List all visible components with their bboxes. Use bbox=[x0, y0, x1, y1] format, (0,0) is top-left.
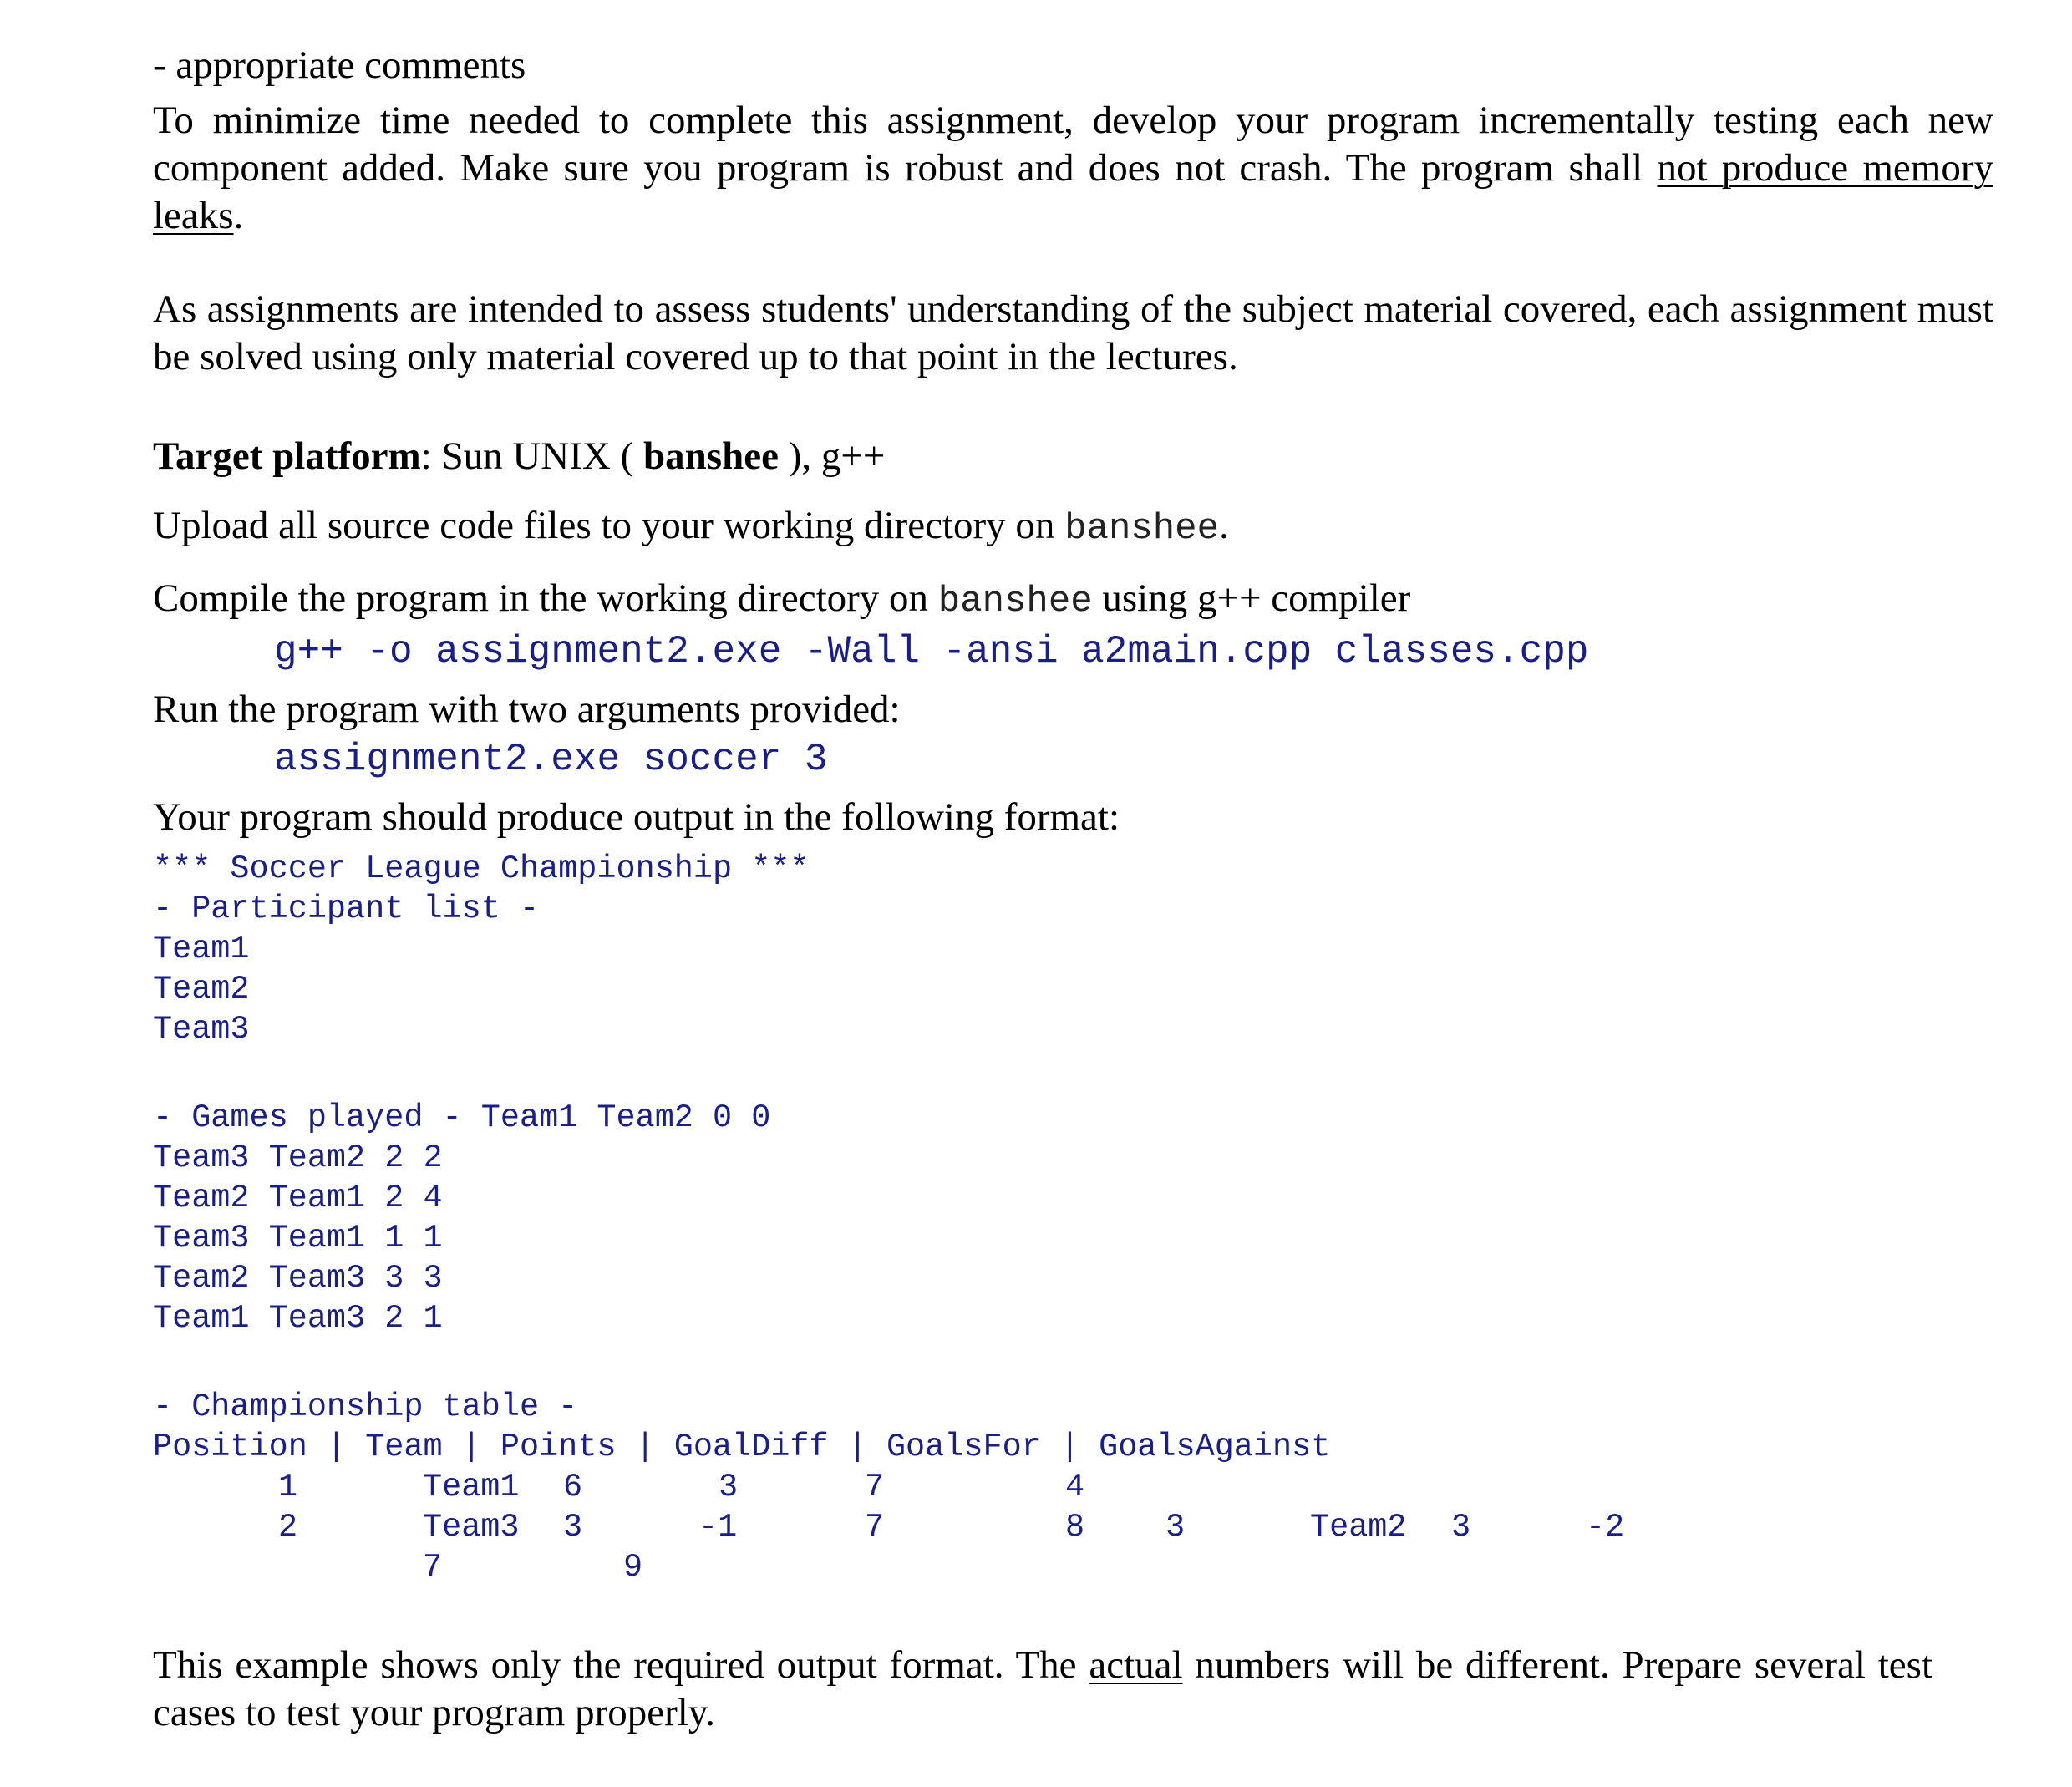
run-command: assignment2.exe soccer 3 bbox=[274, 738, 828, 781]
run-instruction: Run the program with two arguments provided: bbox=[153, 688, 901, 731]
table-cell-position: 3 bbox=[1166, 1509, 1186, 1546]
compile-instruction: Compile the program in the working directory on banshee using g++ compiler bbox=[153, 576, 1411, 622]
actual-emphasis: actual bbox=[1089, 1643, 1183, 1687]
table-cell-goaldiff: -1 bbox=[698, 1509, 738, 1546]
table-cell-goaldiff: 3 bbox=[719, 1469, 739, 1505]
table-cell-points: 3 bbox=[1451, 1509, 1471, 1546]
table-cell-points: 6 bbox=[563, 1469, 583, 1505]
upload-instruction: Upload all source code files to your working directory on banshee. bbox=[153, 504, 1229, 550]
participants-header: - Participant list - bbox=[153, 891, 540, 927]
upload-host: banshee bbox=[1064, 508, 1219, 550]
championship-table-columns: Position | Team | Points | GoalDiff | GoalsFor | GoalsAgainst bbox=[153, 1429, 1331, 1465]
championship-table-header: - Championship table - bbox=[153, 1388, 578, 1425]
memory-leaks-emphasis: not produce memory leaks bbox=[153, 146, 1994, 237]
paragraph-assessment: As assignments are intended to assess students' understanding of the subject material covered, each assignment must be solved using only material covered up to that point in the lectures. bbox=[153, 287, 1993, 378]
table-cell-team: Team3 bbox=[423, 1509, 520, 1546]
game-row: Team2 Team3 3 3 bbox=[153, 1260, 443, 1297]
table-cell-goalsfor: 7 bbox=[865, 1469, 885, 1505]
table-cell-goalsfor: 7 bbox=[423, 1549, 443, 1586]
game-row: Team2 Team1 2 4 bbox=[153, 1180, 443, 1216]
platform-host: banshee bbox=[643, 434, 779, 478]
paragraph-incremental: To minimize time needed to complete this assignment, develop your program incrementally testing each new component added. Make sure you program is robust and does not crash. The program shall not produce memory leaks. bbox=[153, 99, 1994, 237]
participant-item: Team1 bbox=[153, 931, 250, 967]
output-title: *** Soccer League Championship *** bbox=[153, 850, 810, 887]
participant-item: Team3 bbox=[153, 1011, 250, 1048]
compile-host: banshee bbox=[937, 581, 1093, 622]
target-platform-label: Target platform bbox=[153, 434, 421, 478]
table-cell-points: 3 bbox=[563, 1509, 583, 1546]
table-cell-position: 2 bbox=[278, 1509, 298, 1546]
table-cell-goaldiff: -2 bbox=[1586, 1509, 1625, 1546]
comment-item: - appropriate comments bbox=[153, 43, 526, 87]
output-intro: Your program should produce output in the following format: bbox=[153, 795, 1120, 839]
table-cell-goalsagainst: 8 bbox=[1065, 1509, 1085, 1546]
participant-item: Team2 bbox=[153, 971, 250, 1008]
table-cell-position: 1 bbox=[278, 1469, 298, 1505]
game-row: Team1 Team3 2 1 bbox=[153, 1300, 443, 1337]
table-cell-team: Team2 bbox=[1310, 1509, 1407, 1546]
table-cell-goalsfor: 7 bbox=[865, 1509, 885, 1546]
target-platform-line: Target platform: Sun UNIX ( banshee ), g++ bbox=[153, 434, 886, 478]
compile-command: g++ -o assignment2.exe -Wall -ansi a2main.cpp classes.cpp bbox=[274, 630, 1589, 673]
table-cell-goalsagainst: 9 bbox=[623, 1549, 643, 1586]
table-cell-team: Team1 bbox=[423, 1469, 520, 1505]
closing-paragraph: This example shows only the required output format. The actual numbers will be different. Prepare several test cases to test your program properly. bbox=[153, 1643, 1932, 1734]
games-header: - Games played - Team1 Team2 0 0 bbox=[153, 1099, 771, 1136]
game-row: Team3 Team2 2 2 bbox=[153, 1140, 443, 1176]
game-row: Team3 Team1 1 1 bbox=[153, 1220, 443, 1256]
table-cell-goalsagainst: 4 bbox=[1065, 1469, 1085, 1505]
